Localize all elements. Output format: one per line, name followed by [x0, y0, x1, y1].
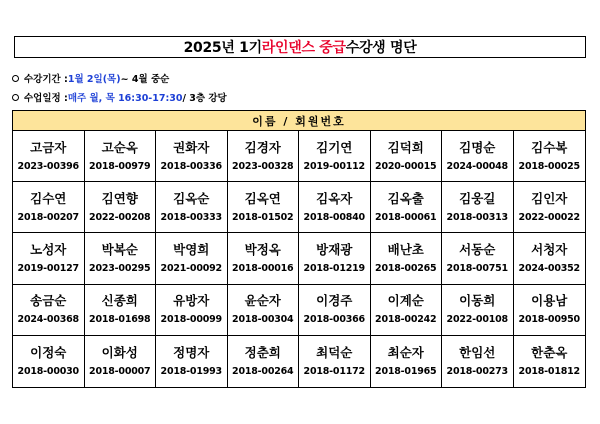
member-number: 2022-00022 [518, 211, 580, 223]
student-cell [371, 182, 443, 233]
student-cell [228, 233, 300, 284]
member-number: 2023-00295 [89, 262, 151, 274]
student-cell [514, 285, 586, 336]
student-name: 박영희 [173, 241, 210, 257]
student-cell [228, 182, 300, 233]
student-cell [299, 233, 371, 284]
member-number: 2018-00025 [518, 160, 580, 172]
period-end: ~ 4월 중순 [120, 74, 170, 85]
student-cell [228, 285, 300, 336]
class-schedule-line [12, 90, 227, 104]
student-name: 김경자 [244, 139, 281, 155]
member-number: 2018-00265 [375, 262, 437, 274]
student-name: 최순자 [387, 344, 424, 360]
student-cell [228, 131, 300, 182]
course-period-line [12, 71, 169, 85]
student-name: 김옥출 [387, 190, 424, 206]
member-number: 2018-01965 [375, 365, 437, 377]
member-number: 2018-01172 [303, 365, 365, 377]
member-number: 2018-00313 [446, 211, 508, 223]
student-cell [85, 285, 157, 336]
schedule-location: / 3층 강당 [182, 93, 227, 104]
student-name: 김연향 [101, 190, 138, 206]
period-start: 1월 2일(목) [67, 74, 121, 85]
student-cell [514, 233, 586, 284]
student-name: 김인자 [531, 190, 568, 206]
member-number: 2018-01993 [160, 365, 222, 377]
member-number: 2018-00061 [375, 211, 437, 223]
member-number: 2018-01502 [232, 211, 294, 223]
student-cell [156, 285, 228, 336]
student-name: 유방자 [173, 293, 210, 309]
student-name: 정춘희 [244, 344, 281, 360]
member-number: 2018-00751 [446, 262, 508, 274]
member-number: 2018-00273 [446, 365, 508, 377]
member-number: 2018-00840 [303, 211, 365, 223]
student-cell [85, 182, 157, 233]
member-number: 2018-01698 [89, 314, 151, 326]
student-name: 김명순 [459, 139, 496, 155]
table-header: 이름 / 회원번호 [13, 111, 585, 131]
student-name: 김웅길 [459, 190, 496, 206]
student-cell [156, 233, 228, 284]
student-name: 이경주 [316, 293, 353, 309]
student-name: 서동순 [459, 241, 496, 257]
student-cell [442, 336, 514, 387]
member-number: 2018-00099 [160, 314, 222, 326]
member-number: 2021-00092 [160, 262, 222, 274]
student-cell [156, 336, 228, 387]
student-name: 노성자 [30, 241, 67, 257]
student-name: 이계순 [387, 293, 424, 309]
member-number: 2022-00208 [89, 211, 151, 223]
student-name: 정명자 [173, 344, 210, 360]
student-name: 방재광 [316, 241, 353, 257]
student-name: 고금자 [30, 139, 67, 155]
member-number: 2022-00108 [446, 314, 508, 326]
title-part-1: 2025년 1기 [183, 40, 262, 56]
student-name: 송금순 [30, 293, 67, 309]
student-cell [13, 233, 85, 284]
student-name: 박복순 [101, 241, 138, 257]
member-number: 2018-00016 [232, 262, 294, 274]
student-cell [371, 131, 443, 182]
student-name: 김덕희 [387, 139, 424, 155]
member-number: 2018-00333 [160, 211, 222, 223]
student-cell [442, 285, 514, 336]
member-number: 2023-00328 [232, 160, 294, 172]
member-number: 2024-00368 [17, 314, 79, 326]
student-cell [442, 233, 514, 284]
title-part-2: 수강생 명단 [345, 40, 417, 56]
student-cell [514, 336, 586, 387]
student-name: 이화성 [101, 344, 138, 360]
member-number: 2018-00950 [518, 314, 580, 326]
member-number: 2018-00007 [89, 365, 151, 377]
student-cell [299, 182, 371, 233]
student-cell [514, 131, 586, 182]
student-cell [514, 182, 586, 233]
student-cell [371, 336, 443, 387]
member-number: 2018-01219 [303, 262, 365, 274]
student-name: 김옥순 [173, 190, 210, 206]
student-name: 김옥자 [316, 190, 353, 206]
student-cell [13, 336, 85, 387]
student-name: 이정숙 [30, 344, 67, 360]
circle-bullet-icon [12, 94, 19, 101]
member-number: 2019-00112 [303, 160, 365, 172]
student-name: 고순옥 [101, 139, 138, 155]
circle-bullet-icon [12, 75, 19, 82]
schedule-label: 수업일정 : [24, 93, 68, 104]
member-number: 2024-00048 [446, 160, 508, 172]
student-cell [156, 131, 228, 182]
student-name: 김수연 [30, 190, 67, 206]
member-number: 2023-00396 [17, 160, 79, 172]
student-cell [442, 131, 514, 182]
student-name: 김옥연 [244, 190, 281, 206]
member-number: 2018-00979 [89, 160, 151, 172]
student-name: 배난초 [387, 241, 424, 257]
member-number: 2018-00242 [375, 314, 437, 326]
student-cell [85, 131, 157, 182]
student-cell [299, 285, 371, 336]
student-cell [299, 336, 371, 387]
member-number: 2019-00127 [17, 262, 79, 274]
student-name: 권화자 [173, 139, 210, 155]
student-name: 이용남 [531, 293, 568, 309]
student-cell [13, 131, 85, 182]
member-number: 2024-00352 [518, 262, 580, 274]
member-number: 2018-01812 [518, 365, 580, 377]
student-name: 김기연 [316, 139, 353, 155]
student-cell [13, 182, 85, 233]
member-number: 2018-00304 [232, 314, 294, 326]
student-cell [85, 233, 157, 284]
page-title [14, 36, 586, 58]
period-label: 수강기간 : [24, 74, 68, 85]
student-name: 최덕순 [316, 344, 353, 360]
student-name: 박정옥 [244, 241, 281, 257]
member-number: 2020-00015 [375, 160, 437, 172]
student-cell [442, 182, 514, 233]
student-name: 김수복 [531, 139, 568, 155]
schedule-time: 매주 월, 목 16:30-17:30 [67, 93, 183, 104]
student-cell [156, 182, 228, 233]
title-course-name: 라인댄스 중급 [261, 40, 346, 56]
student-name: 신종희 [101, 293, 138, 309]
student-cell [85, 336, 157, 387]
student-name: 서청자 [531, 241, 568, 257]
member-number: 2018-00336 [160, 160, 222, 172]
student-cell [228, 336, 300, 387]
member-number: 2018-00366 [303, 314, 365, 326]
member-number: 2018-00207 [17, 211, 79, 223]
member-number: 2018-00030 [17, 365, 79, 377]
student-cell [371, 285, 443, 336]
student-name: 한춘옥 [531, 344, 568, 360]
student-cell [299, 131, 371, 182]
student-roster-table [12, 110, 586, 388]
student-name: 윤순자 [244, 293, 281, 309]
student-name: 이동희 [459, 293, 496, 309]
student-name: 한임선 [459, 344, 496, 360]
member-number: 2018-00264 [232, 365, 294, 377]
student-cell [13, 285, 85, 336]
student-cell [371, 233, 443, 284]
